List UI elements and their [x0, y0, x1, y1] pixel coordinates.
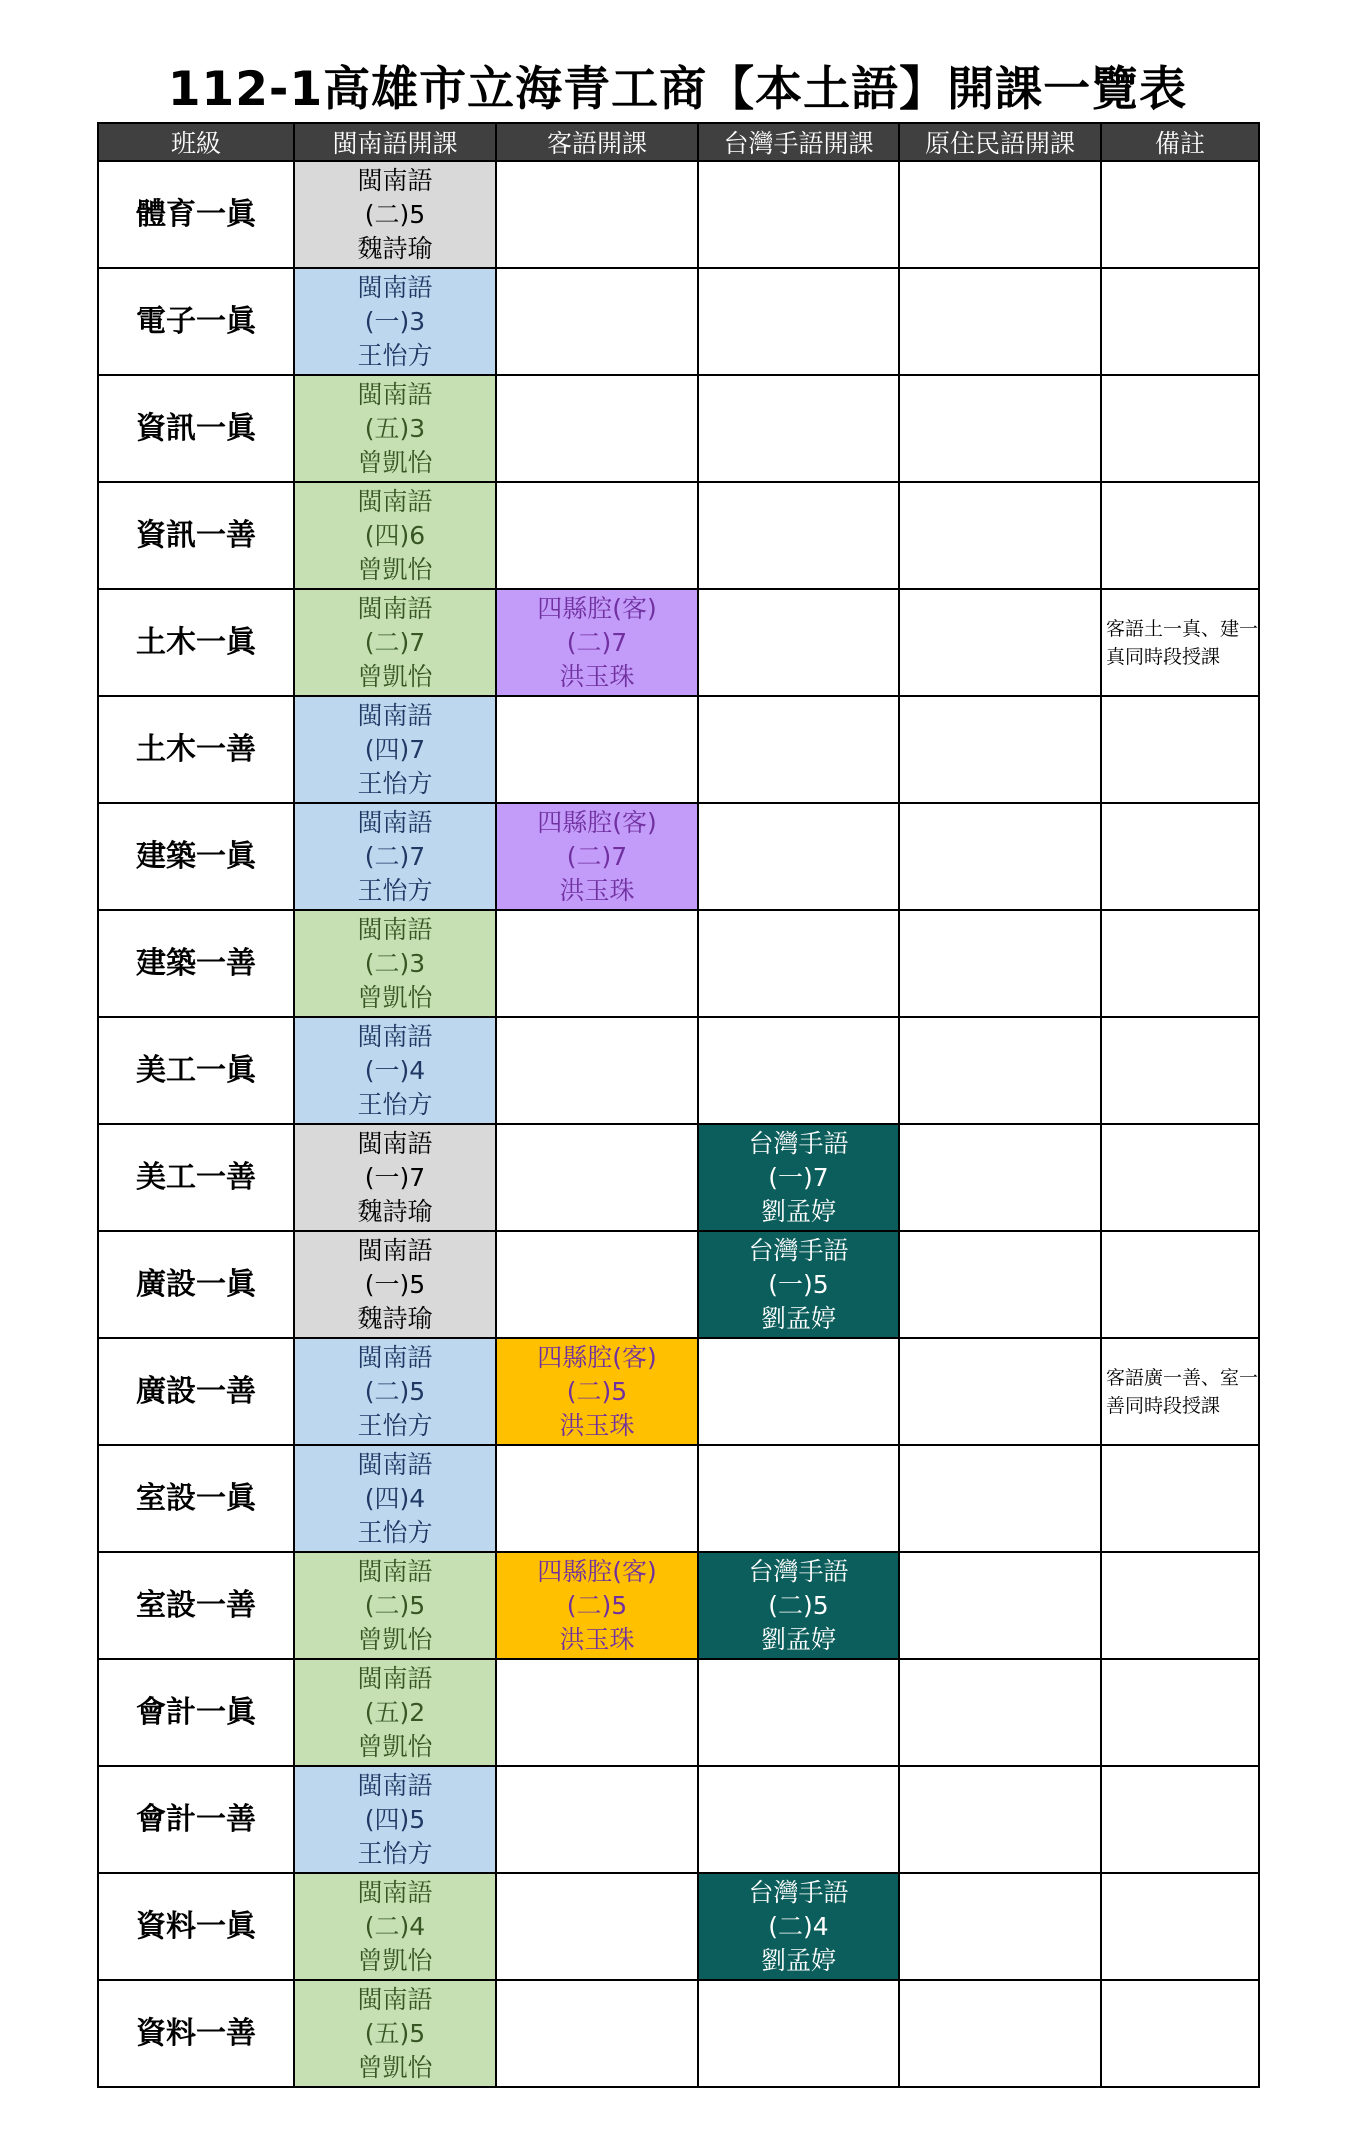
table-row [98, 803, 1259, 910]
class-name-cell: 室設一善 [98, 1552, 294, 1659]
class-name-cell: 建築一眞 [98, 803, 294, 910]
hakka-cell-slot: (二)7 [566, 627, 628, 657]
minnan-cell [294, 375, 496, 482]
indigenous-cell [899, 482, 1101, 589]
minnan-cell-slot: (四)4 [364, 1483, 426, 1513]
sign-language-cell [698, 696, 899, 803]
sign-language-cell [698, 161, 899, 268]
minnan-cell [294, 1445, 496, 1552]
sign-language-cell [698, 1338, 899, 1445]
minnan-cell-lang: 閩南語 [357, 1984, 433, 2014]
class-name-cell: 資料一眞 [98, 1873, 294, 1980]
hakka-cell-lang: 四縣腔(客) [537, 593, 657, 623]
minnan-cell [294, 1338, 496, 1445]
minnan-cell [294, 161, 496, 268]
hakka-cell [496, 589, 698, 696]
indigenous-cell [899, 1445, 1101, 1552]
minnan-cell-teacher: 魏詩瑜 [357, 1196, 433, 1226]
minnan-cell-teacher: 曾凱怡 [357, 447, 433, 477]
minnan-cell-lang: 閩南語 [357, 807, 433, 837]
class-name-cell: 廣設一善 [98, 1338, 294, 1445]
class-name-cell: 體育一眞 [98, 161, 294, 268]
table-row [98, 268, 1259, 375]
class-name-cell: 資訊一眞 [98, 375, 294, 482]
minnan-cell-slot: (二)7 [364, 627, 426, 657]
header-sign-language: 台灣手語開課 [698, 123, 899, 161]
minnan-cell-teacher: 曾凱怡 [357, 1624, 433, 1654]
header-notes: 備註 [1101, 123, 1259, 161]
hakka-cell-lang: 四縣腔(客) [537, 1342, 657, 1372]
minnan-cell-lang: 閩南語 [357, 1235, 433, 1265]
minnan-cell [294, 268, 496, 375]
note-cell [1101, 910, 1259, 1017]
header-indigenous: 原住民語開課 [899, 123, 1101, 161]
hakka-cell-lang: 四縣腔(客) [537, 1556, 657, 1586]
minnan-cell-lang: 閩南語 [357, 1556, 433, 1586]
sign-language-cell-lang: 台灣手語 [748, 1877, 849, 1907]
class-name-cell: 土木一眞 [98, 589, 294, 696]
minnan-cell [294, 482, 496, 589]
minnan-cell-slot: (一)7 [364, 1162, 426, 1192]
sign-language-cell [698, 1766, 899, 1873]
class-name-cell: 電子一眞 [98, 268, 294, 375]
page-title: 112-1高雄市立海青工商【本土語】開課一覽表 [167, 62, 1188, 117]
hakka-cell-slot: (二)5 [566, 1590, 628, 1620]
note-cell [1101, 1552, 1259, 1659]
sign-language-cell [698, 910, 899, 1017]
class-name-cell: 美工一眞 [98, 1017, 294, 1124]
minnan-cell-lang: 閩南語 [357, 1449, 433, 1479]
table-row [98, 1766, 1259, 1873]
minnan-cell-lang: 閩南語 [357, 1877, 433, 1907]
hakka-cell [496, 375, 698, 482]
sign-language-cell [698, 482, 899, 589]
minnan-cell-slot: (二)3 [364, 948, 426, 978]
sign-language-cell [698, 589, 899, 696]
indigenous-cell [899, 1552, 1101, 1659]
class-name-cell: 資訊一善 [98, 482, 294, 589]
hakka-cell [496, 1873, 698, 1980]
indigenous-cell [899, 696, 1101, 803]
indigenous-cell [899, 268, 1101, 375]
minnan-cell-lang: 閩南語 [357, 700, 433, 730]
hakka-cell [496, 1980, 698, 2087]
sign-language-cell-slot: (一)5 [768, 1269, 829, 1299]
hakka-cell [496, 1552, 698, 1659]
sign-language-cell [698, 268, 899, 375]
note-cell [1101, 696, 1259, 803]
minnan-cell-slot: (四)6 [364, 520, 426, 550]
minnan-cell-teacher: 魏詩瑜 [357, 233, 433, 263]
minnan-cell-teacher: 曾凱怡 [357, 1731, 433, 1761]
table-row [98, 589, 1259, 696]
minnan-cell-lang: 閩南語 [357, 1128, 433, 1158]
table-row [98, 1231, 1259, 1338]
indigenous-cell [899, 1231, 1101, 1338]
note-cell [1101, 268, 1259, 375]
minnan-cell-teacher: 王怡方 [357, 340, 433, 370]
note-cell [1101, 161, 1259, 268]
table-row [98, 696, 1259, 803]
sign-language-cell [698, 1231, 899, 1338]
minnan-cell-teacher: 王怡方 [357, 1410, 433, 1440]
minnan-cell-slot: (四)5 [364, 1804, 426, 1834]
note-cell: 客語廣一善、室一善同時段授課 [1101, 1338, 1259, 1445]
note-cell [1101, 1445, 1259, 1552]
sign-language-cell [698, 375, 899, 482]
hakka-cell [496, 1338, 698, 1445]
hakka-cell [496, 696, 698, 803]
indigenous-cell [899, 161, 1101, 268]
indigenous-cell [899, 1124, 1101, 1231]
note-cell [1101, 1659, 1259, 1766]
hakka-cell [496, 803, 698, 910]
minnan-cell-lang: 閩南語 [357, 1770, 433, 1800]
minnan-cell [294, 1017, 496, 1124]
table-row [98, 1124, 1259, 1231]
minnan-cell-slot: (二)4 [364, 1911, 426, 1941]
table-row [98, 1980, 1259, 2087]
table-row [98, 1659, 1259, 1766]
hakka-cell [496, 1017, 698, 1124]
minnan-cell-slot: (一)4 [364, 1055, 426, 1085]
table-row [98, 910, 1259, 1017]
minnan-cell-slot: (二)7 [364, 841, 426, 871]
hakka-cell [496, 1659, 698, 1766]
minnan-cell [294, 1980, 496, 2087]
hakka-cell-teacher: 洪玉珠 [559, 661, 635, 691]
sign-language-cell [698, 1124, 899, 1231]
minnan-cell [294, 1766, 496, 1873]
sign-language-cell [698, 1552, 899, 1659]
indigenous-cell [899, 910, 1101, 1017]
minnan-cell-lang: 閩南語 [357, 1663, 433, 1693]
table-row [98, 161, 1259, 268]
table-body [98, 161, 1259, 2087]
note-cell [1101, 482, 1259, 589]
minnan-cell-teacher: 曾凱怡 [357, 661, 433, 691]
sign-language-cell-slot: (一)7 [768, 1162, 829, 1192]
minnan-cell [294, 1231, 496, 1338]
minnan-cell-teacher: 王怡方 [357, 768, 433, 798]
sign-language-cell-slot: (二)4 [768, 1911, 829, 1941]
header-class: 班級 [98, 123, 294, 161]
hakka-cell [496, 1231, 698, 1338]
class-name-cell: 廣設一眞 [98, 1231, 294, 1338]
minnan-cell-teacher: 王怡方 [357, 875, 433, 905]
minnan-cell-slot: (一)3 [364, 306, 426, 336]
sign-language-cell-lang: 台灣手語 [748, 1556, 849, 1586]
indigenous-cell [899, 1338, 1101, 1445]
class-name-cell: 建築一善 [98, 910, 294, 1017]
minnan-cell-teacher: 曾凱怡 [357, 554, 433, 584]
sign-language-cell-teacher: 劉孟婷 [760, 1945, 836, 1975]
minnan-cell-lang: 閩南語 [357, 379, 433, 409]
minnan-cell-lang: 閩南語 [357, 1342, 433, 1372]
hakka-cell-teacher: 洪玉珠 [559, 1410, 635, 1440]
hakka-cell [496, 1445, 698, 1552]
minnan-cell-teacher: 王怡方 [357, 1517, 433, 1547]
minnan-cell-lang: 閩南語 [357, 272, 433, 302]
sign-language-cell [698, 1445, 899, 1552]
sign-language-cell-lang: 台灣手語 [748, 1235, 849, 1265]
sign-language-cell-teacher: 劉孟婷 [760, 1196, 836, 1226]
hakka-cell [496, 161, 698, 268]
table-row [98, 1445, 1259, 1552]
minnan-cell-slot: (五)2 [364, 1697, 426, 1727]
hakka-cell [496, 268, 698, 375]
note-cell [1101, 375, 1259, 482]
sign-language-cell-teacher: 劉孟婷 [760, 1303, 836, 1333]
sign-language-cell-teacher: 劉孟婷 [760, 1624, 836, 1654]
hakka-cell-lang: 四縣腔(客) [537, 807, 657, 837]
note-cell [1101, 1980, 1259, 2087]
hakka-cell-slot: (二)5 [566, 1376, 628, 1406]
indigenous-cell [899, 1873, 1101, 1980]
indigenous-cell [899, 375, 1101, 482]
hakka-cell-teacher: 洪玉珠 [559, 875, 635, 905]
class-name-cell: 土木一善 [98, 696, 294, 803]
note-cell [1101, 803, 1259, 910]
minnan-cell-lang: 閩南語 [357, 593, 433, 623]
note-cell [1101, 1124, 1259, 1231]
indigenous-cell [899, 803, 1101, 910]
minnan-cell-teacher: 魏詩瑜 [357, 1303, 433, 1333]
minnan-cell-slot: (二)5 [364, 1590, 426, 1620]
indigenous-cell [899, 1659, 1101, 1766]
table-row [98, 375, 1259, 482]
class-name-cell: 美工一善 [98, 1124, 294, 1231]
class-name-cell: 會計一善 [98, 1766, 294, 1873]
header-row [98, 123, 1259, 161]
minnan-cell-teacher: 王怡方 [357, 1838, 433, 1868]
hakka-cell [496, 910, 698, 1017]
hakka-cell-teacher: 洪玉珠 [559, 1624, 635, 1654]
indigenous-cell [899, 1017, 1101, 1124]
sign-language-cell-slot: (二)5 [768, 1590, 829, 1620]
sign-language-cell [698, 1980, 899, 2087]
sign-language-cell [698, 803, 899, 910]
sign-language-cell [698, 1659, 899, 1766]
table-row [98, 1017, 1259, 1124]
table-row [98, 1338, 1259, 1445]
minnan-cell-slot: (二)5 [364, 1376, 426, 1406]
class-name-cell: 室設一眞 [98, 1445, 294, 1552]
table-row [98, 1873, 1259, 1980]
indigenous-cell [899, 589, 1101, 696]
minnan-cell-teacher: 曾凱怡 [357, 982, 433, 1012]
minnan-cell [294, 1552, 496, 1659]
hakka-cell [496, 482, 698, 589]
minnan-cell [294, 910, 496, 1017]
note-cell: 客語土一真、建一真同時段授課 [1101, 589, 1259, 696]
minnan-cell-lang: 閩南語 [357, 1021, 433, 1051]
minnan-cell-lang: 閩南語 [357, 914, 433, 944]
sign-language-cell-lang: 台灣手語 [748, 1128, 849, 1158]
sign-language-cell [698, 1017, 899, 1124]
header-hakka: 客語開課 [496, 123, 698, 161]
minnan-cell [294, 696, 496, 803]
note-cell [1101, 1017, 1259, 1124]
minnan-cell-teacher: 曾凱怡 [357, 2052, 433, 2082]
minnan-cell-teacher: 王怡方 [357, 1089, 433, 1119]
minnan-cell-slot: (五)3 [364, 413, 426, 443]
sign-language-cell [698, 1873, 899, 1980]
table-row [98, 1552, 1259, 1659]
indigenous-cell [899, 1980, 1101, 2087]
note-cell [1101, 1873, 1259, 1980]
note-cell [1101, 1231, 1259, 1338]
hakka-cell [496, 1766, 698, 1873]
note-cell [1101, 1766, 1259, 1873]
header-minnan: 閩南語開課 [294, 123, 496, 161]
class-name-cell: 會計一眞 [98, 1659, 294, 1766]
indigenous-cell [899, 1766, 1101, 1873]
minnan-cell-teacher: 曾凱怡 [357, 1945, 433, 1975]
minnan-cell-slot: (五)5 [364, 2018, 426, 2048]
minnan-cell-slot: (二)5 [364, 199, 426, 229]
class-name-cell: 資料一善 [98, 1980, 294, 2087]
minnan-cell [294, 1873, 496, 1980]
hakka-cell [496, 1124, 698, 1231]
minnan-cell [294, 589, 496, 696]
minnan-cell-slot: (四)7 [364, 734, 426, 764]
table-row [98, 482, 1259, 589]
minnan-cell-lang: 閩南語 [357, 165, 433, 195]
course-table [97, 122, 1260, 2088]
minnan-cell-lang: 閩南語 [357, 486, 433, 516]
hakka-cell-slot: (二)7 [566, 841, 628, 871]
minnan-cell [294, 1659, 496, 1766]
minnan-cell [294, 1124, 496, 1231]
minnan-cell-slot: (一)5 [364, 1269, 426, 1299]
minnan-cell [294, 803, 496, 910]
